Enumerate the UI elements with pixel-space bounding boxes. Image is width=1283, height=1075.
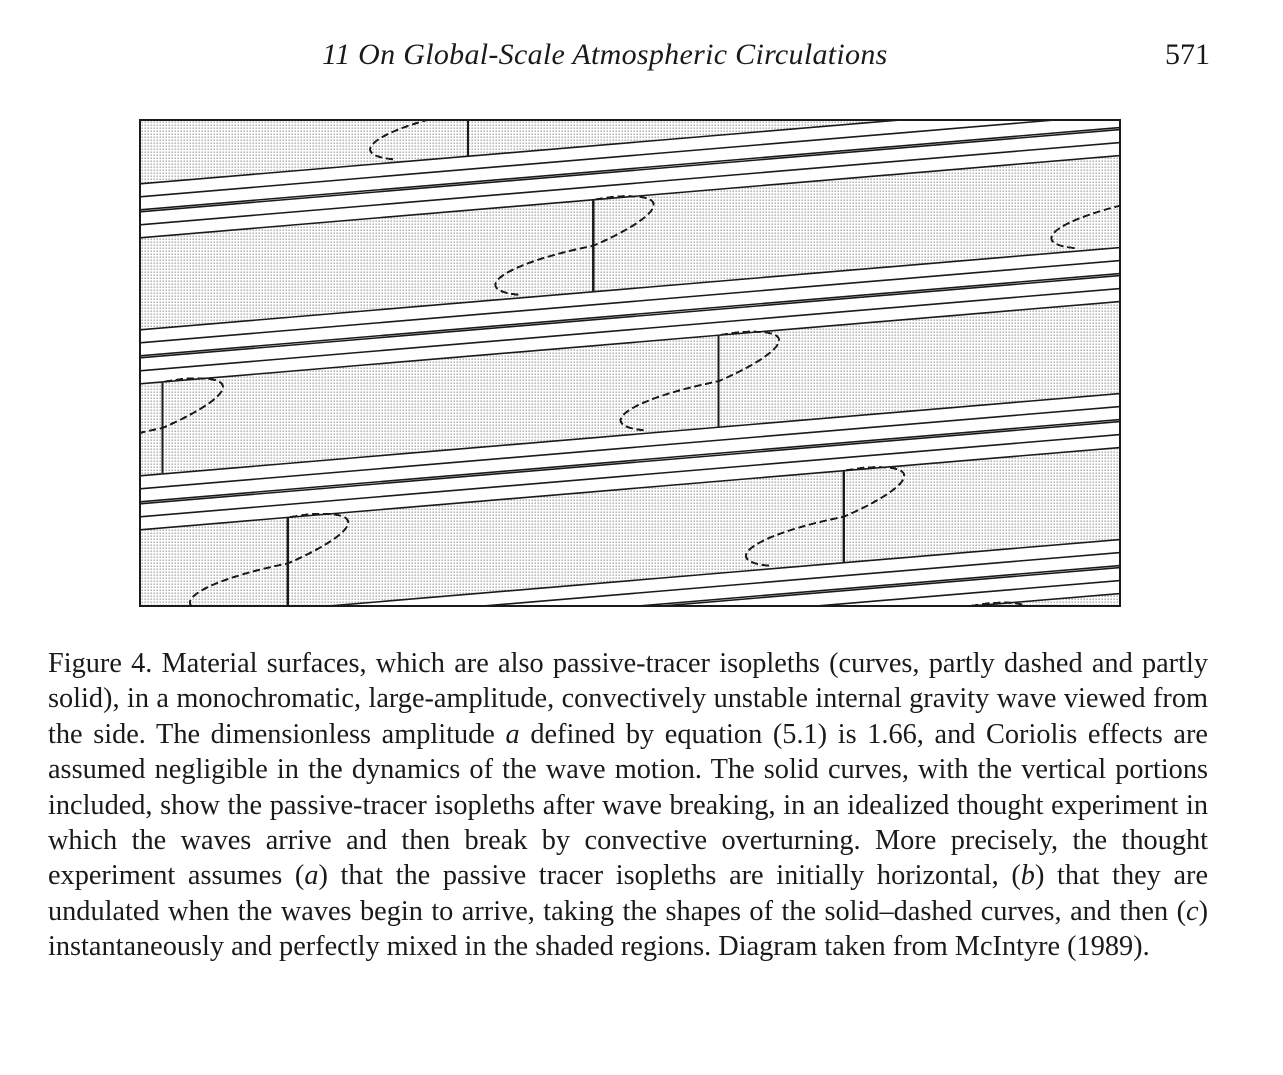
caption-item-b: b [1020, 860, 1035, 892]
caption-label: Figure 4. [48, 648, 153, 679]
running-title: 11 On Global-Scale Atmospheric Circulations [322, 38, 888, 71]
caption-var-a: a [505, 718, 520, 750]
caption-item-c: c [1186, 895, 1199, 927]
caption-item-a: a [304, 860, 319, 892]
caption-text-3: ) that the passive tracer isopleths are initially horizontal, ( [318, 860, 1021, 892]
mixed-regions [138, 118, 1122, 608]
running-head [0, 38, 1283, 78]
figure-caption [48, 646, 1208, 965]
caption-text-5: ) instantaneously and perfectly mixed in the shaded regions. Diagram taken from McIntyre (1989). [48, 895, 1208, 963]
page-number: 571 [1165, 38, 1210, 71]
caption-text-4: ) that they are undulated when the waves begin to arrive, taking the shapes of the solid–dashed curves, and then ( [48, 860, 1209, 927]
caption-text-1: Material surfaces, which are also passive-tracer isopleths (curves, partly dashed and partly solid), in a monochromatic, large-amplitude, convectively unstable internal gravity wave viewed from the side. The dimensionless amplitude [48, 648, 1208, 750]
figure-4 [138, 118, 1122, 608]
wave-breaking-diagram [138, 118, 1122, 608]
caption-text-2: defined by equation (5.1) is 1.66, and Coriolis effects are assumed negligible in the dynamics of the wave motion. The solid curves, with the vertical portions included, show the passive-tracer isopleths after wave breaking, in an idealized thought experiment in which the waves arrive and then break by convective overturning. More precisely, the thought experiment assumes ( [48, 718, 1208, 892]
